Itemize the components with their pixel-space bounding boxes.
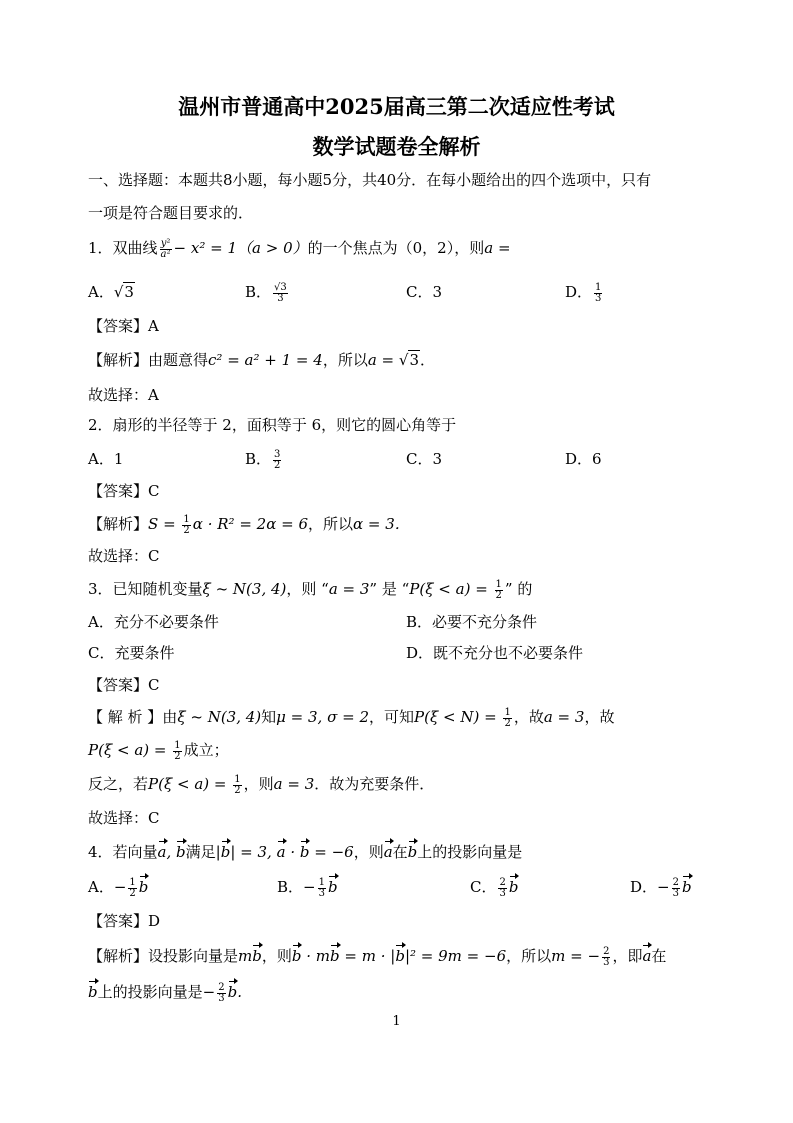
q4-option-b: B．− $\frac{1}{3}$ b xyxy=(277,876,338,899)
q2-conclusion: 故选择：C xyxy=(88,547,160,565)
page-number: 1 xyxy=(392,1014,401,1029)
section-instruction-line1: 一、选择题：本题共8小题，每小题5分，共40分．在每小题给出的四个选项中，只有 xyxy=(88,171,652,189)
q3-answer: 【答案】C xyxy=(88,676,160,694)
q2-option-c: C．3 xyxy=(406,450,443,468)
q1-option-b: B． $\frac{√3}{3}$ xyxy=(245,281,287,304)
q3-explanation-line3: 反之，若P(ξ < a) = $\frac{1}{2}$ ，则a = 3．故为充要条件． xyxy=(88,773,435,796)
q2-option-b: B． $\frac{3}{2}$ xyxy=(245,448,281,471)
q2-option-a: A．1 xyxy=(88,450,124,468)
q4-explanation-line2: b上的投影向量是− $\frac{2}{3}$ b. xyxy=(88,981,242,1004)
q1-option-c: C．3 xyxy=(406,283,443,301)
q4-option-a: A．− $\frac{1}{2}$ b xyxy=(88,876,149,899)
q1-conclusion: 故选择：A xyxy=(88,386,159,404)
q4-option-c: C． $\frac{2}{3}$ b xyxy=(470,876,519,899)
q1-stem: 1．双曲线 $\frac{\text{y²}}{\text{a²}}$ − x² = 1（a > 0）的一个焦点为（0，2），则a = xyxy=(88,237,511,260)
q1-explanation: 【解析】由题意得c² = a² + 1 = 4，所以a = √3． xyxy=(88,351,436,369)
q3-option-c: C．充要条件 xyxy=(88,644,175,662)
section-instruction-line2: 一项是符合题目要求的． xyxy=(88,204,254,222)
q3-option-a: A．充分不必要条件 xyxy=(88,613,219,631)
q4-stem: 4．若向量a, b满足|b| = 3, a · b = −6，则a在b上的投影向量是 xyxy=(88,843,523,861)
q3-stem: 3．已知随机变量ξ ~ N(3, 4)，则 “a = 3” 是 “P(ξ < a) = $\frac{1}{2}$ ” 的 xyxy=(88,578,533,601)
q1-hyperbola-formula: $\frac{\text{y²}}{\text{a²}}$ − x² = 1（a > 0） xyxy=(160,237,308,260)
q4-option-d: D．− $\frac{2}{3}$ b xyxy=(630,876,692,899)
q2-answer: 【答案】C xyxy=(88,482,160,500)
q4-explanation-line1: 【解析】设投影向量是mb，则b · mb = m · |b|² = 9m = −6，所以m = − $\frac{2}{3}$ ，即a在 xyxy=(88,945,667,968)
q1-answer: 【答案】A xyxy=(88,317,159,335)
q3-explanation-line2: P(ξ < a) = $\frac{1}{2}$ 成立； xyxy=(88,739,229,762)
q2-explanation: 【解析】S = $\frac{1}{2}$ α · R² = 2α = 6，所以α = 3． xyxy=(88,513,410,536)
q2-stem: 2．扇形的半径等于 2，面积等于 6，则它的圆心角等于 xyxy=(88,416,457,434)
q1-option-d: D． $\frac{1}{3}$ xyxy=(565,281,602,304)
q3-option-b: B．必要不充分条件 xyxy=(406,613,538,631)
q2-option-d: D．6 xyxy=(565,450,602,468)
exam-subtitle: 数学试题卷全解析 xyxy=(312,134,481,159)
q3-conclusion: 故选择：C xyxy=(88,809,160,827)
q1-option-a: A．√3 xyxy=(88,283,134,301)
q4-answer: 【答案】D xyxy=(88,912,161,930)
exam-title: 温州市普通高中2025届高三第二次适应性考试 xyxy=(178,94,615,119)
q3-option-d: D．既不充分也不必要条件 xyxy=(406,644,584,662)
q3-explanation-line1: 【 解 析 】由ξ ~ N(3, 4)知μ = 3, σ = 2，可知P(ξ < N) = $\frac{1}{2}$ ，故a = 3，故 xyxy=(88,706,615,729)
